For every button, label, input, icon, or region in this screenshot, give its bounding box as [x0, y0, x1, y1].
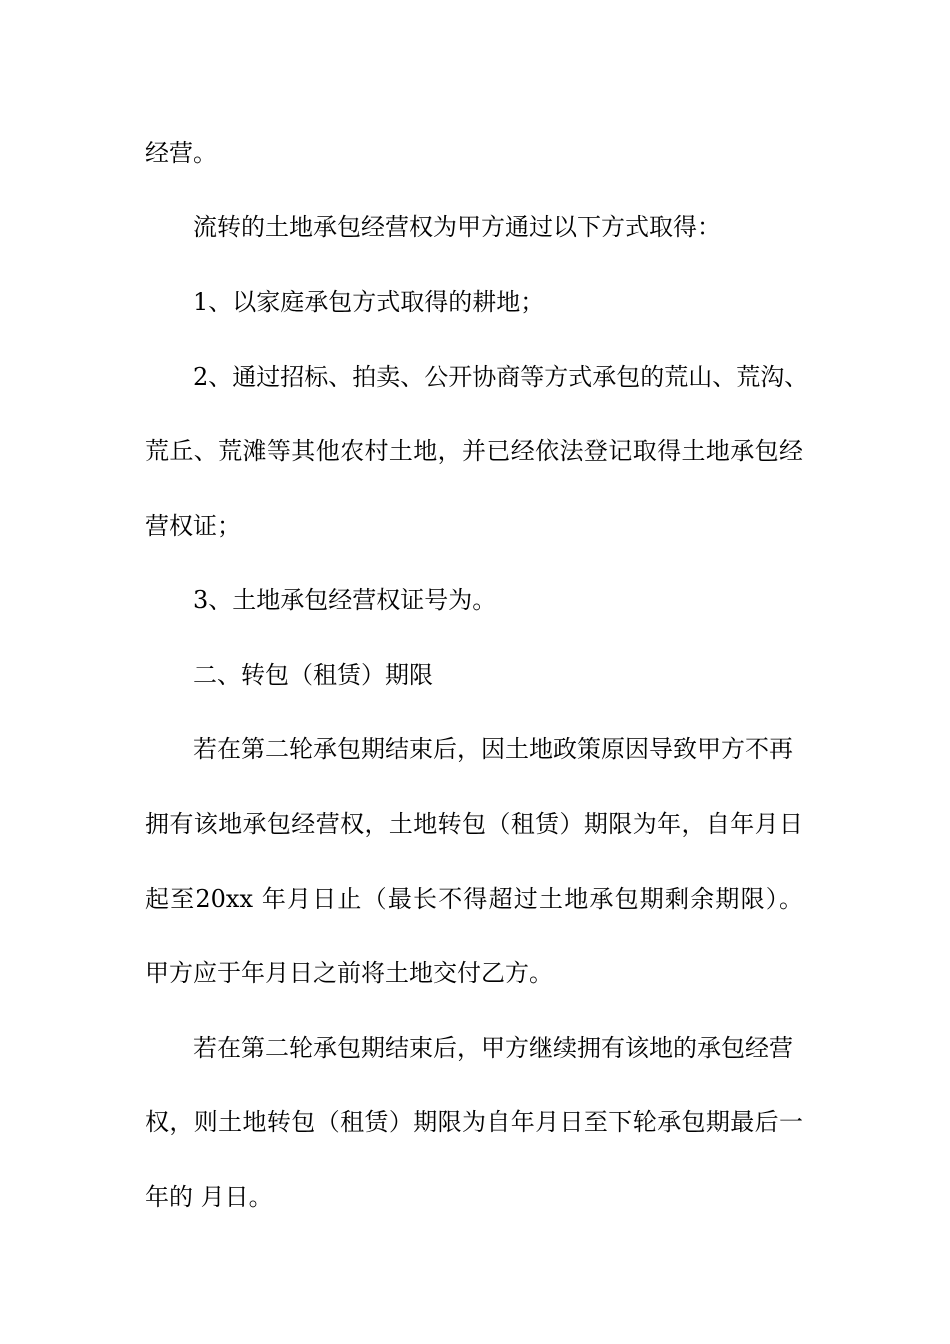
list-item: 2、通过招标、拍卖、公开协商等方式承包的荒山、荒沟、	[193, 363, 809, 391]
paragraph-line: 营权证；	[145, 512, 241, 540]
list-item: 1、以家庭承包方式取得的耕地；	[193, 288, 545, 316]
paragraph-line: 荒丘、荒滩等其他农村土地，并已经依法登记取得土地承包经	[145, 437, 803, 465]
paragraph-line: 年的 月日。	[145, 1183, 273, 1211]
paragraph-line: 若在第二轮承包期结束后，甲方继续拥有该地的承包经营	[193, 1034, 793, 1062]
paragraph-line: 经营。	[145, 139, 217, 167]
paragraph-line: 起至20xx 年月日止（最长不得超过土地承包期剩余期限）。	[145, 885, 803, 913]
section-heading: 二、转包（租赁）期限	[193, 661, 433, 689]
paragraph-line: 权，则土地转包（租赁）期限为自年月日至下轮承包期最后一	[145, 1108, 803, 1136]
paragraph-line: 甲方应于年月日之前将土地交付乙方。	[145, 959, 553, 987]
paragraph-line: 流转的土地承包经营权为甲方通过以下方式取得：	[193, 213, 721, 241]
paragraph-line: 若在第二轮承包期结束后，因土地政策原因导致甲方不再	[193, 735, 793, 763]
paragraph-line: 拥有该地承包经营权，土地转包（租赁）期限为年，自年月日	[145, 810, 803, 838]
list-item: 3、土地承包经营权证号为。	[193, 586, 497, 614]
